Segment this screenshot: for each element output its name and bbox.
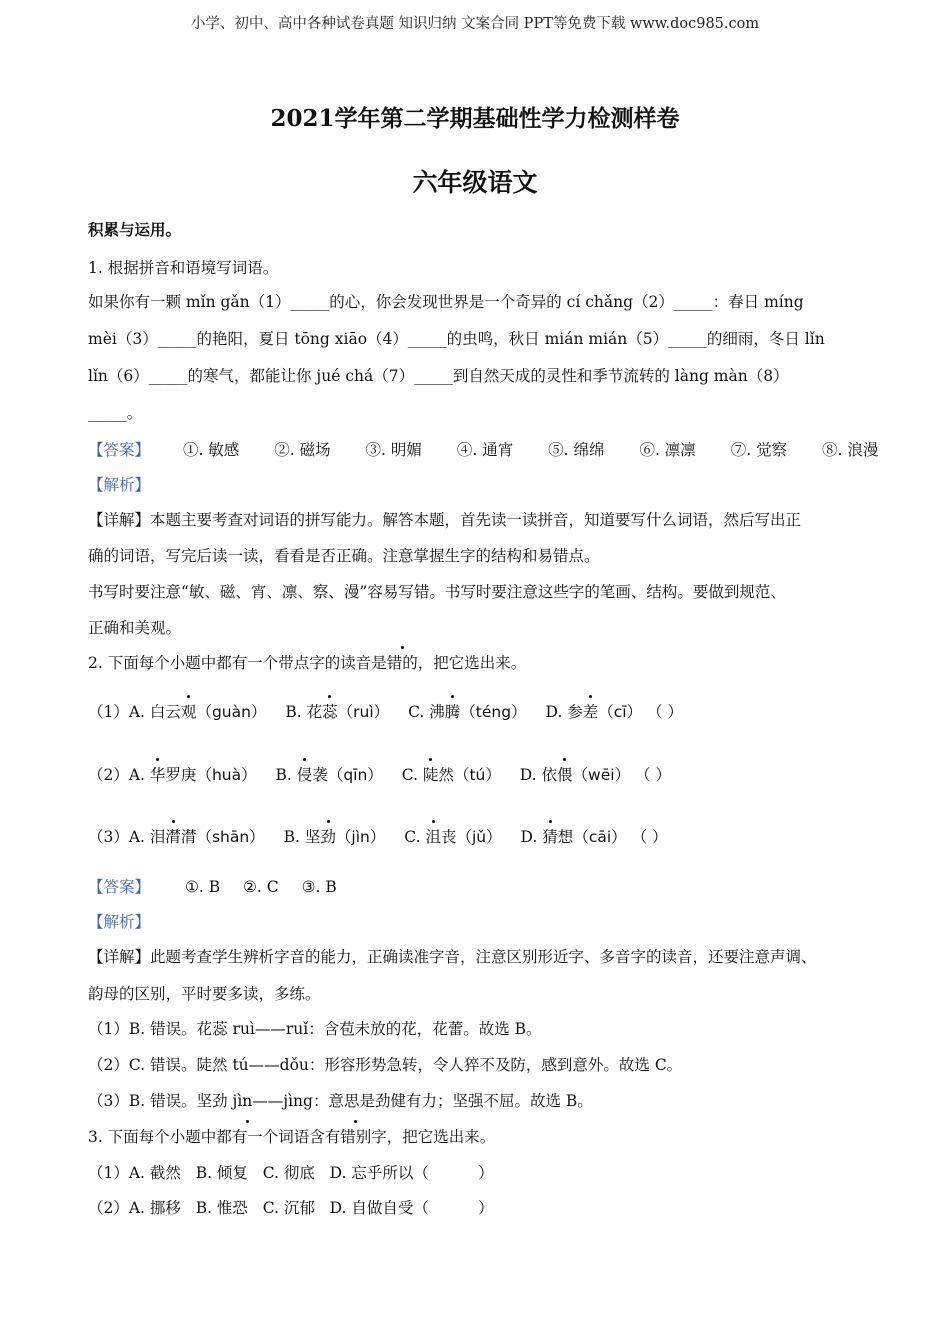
q1-answer-item: ②. 磁场	[274, 441, 331, 459]
q2-2-a-dot: 华	[150, 763, 166, 785]
q2-3-d: D.	[520, 828, 543, 846]
page-header: 小学、初中、高中各种试卷真题 知识归纳 文案合同 PPT等免费下载 www.doc985.com	[190, 16, 760, 32]
q2-2-a-tail: 罗庚	[165, 766, 197, 784]
q2-3-a-py: （shān）	[196, 828, 265, 846]
q3-item-2: （2）A. 挪移 B. 惟恐 C. 沉郁 D. 自做自受（ ）	[88, 1199, 494, 1217]
q2-detail-1: 【详解】此题考查学生辨析字音的能力，正确读准字音，注意区别形近字、多音字的读音，还要注意声调、	[88, 948, 817, 966]
q3-stem-dotted-1: 都有一个	[216, 1125, 278, 1147]
q2-1-c: C. 沸	[408, 703, 445, 721]
q2-2-b-py: （qīn）	[327, 766, 383, 784]
q1-stem: 1. 根据拼音和语境写词语。	[88, 259, 279, 277]
q3-stem-pre: 3. 下面每个小题中	[88, 1128, 217, 1146]
q2-2-d: D. 依	[519, 766, 558, 784]
q2-3-a-tail: 潸	[180, 828, 197, 846]
q1-detail-3: 书写时要注意“敏、磁、宵、凛、察、漫”容易写错。书写时要注意这些字的笔画、结构。要做到规范、	[88, 583, 786, 601]
q1-detail-4: 正确和美观。	[88, 619, 182, 637]
q2-2-c-py: （tú）	[453, 766, 501, 784]
q2-3-b: B. 坚	[283, 828, 321, 846]
q2-detail-2: 韵母的区别，平时要多读，多练。	[88, 985, 321, 1003]
q2-stem-pre: 2. 下面每个小题中都有一个带点字的读音是	[88, 654, 387, 672]
q3-stem-dotted-2: 错别	[340, 1125, 371, 1147]
q2-2-c: C.	[401, 766, 423, 784]
q1-detail-1: 【详解】本题主要考查对词语的拼写能力。解答本题，首先读一读拼音，知道要写什么词语，然后写出正	[88, 511, 802, 529]
q2-answer-label: 【答案】	[88, 878, 151, 896]
q2-detail-5: （3）B. 错误。坚劲 jìn——jìng：意思是劲健有力；坚强不屈。故选 B。	[88, 1092, 593, 1110]
document-title: 2021学年第二学期基础性学力检测样卷	[270, 105, 680, 132]
q2-2-b-tail: 袭	[312, 766, 328, 784]
q2-3-d-dot: 猜	[542, 825, 558, 847]
q2-2-b: B.	[275, 766, 297, 784]
q2-detail-3: （1）B. 错误。花蕊 ruì——ruǐ：含苞未放的花，花蕾。故选 B。	[88, 1020, 542, 1038]
q2-1-blank: （ ）	[647, 703, 683, 721]
document-subtitle: 六年级语文	[412, 168, 538, 197]
q2-stem-dotted: 错的	[387, 651, 418, 673]
q2-item-1	[88, 700, 683, 722]
q2-3-blank: （ ）	[631, 828, 668, 846]
q2-stem	[88, 651, 526, 673]
q1-answer-item: ⑦. 觉察	[730, 441, 788, 459]
q2-1-b-dot: 蕊	[322, 700, 338, 722]
q2-1-c-dot: 腾	[445, 700, 461, 722]
q2-1-a-py: （guàn）	[196, 703, 267, 721]
q1-answer-label: 【答案】	[88, 441, 151, 459]
q2-3-c: C.	[404, 828, 426, 846]
q2-1-a: （1）A. 白云	[88, 703, 181, 721]
q1-answer-item: ⑤. 绵绵	[548, 441, 605, 459]
q1-detail-2: 确的词语，写完后读一读，看看是否正确。注意掌握生字的结构和易错点。	[88, 547, 600, 565]
q2-answer-item: ①. B	[184, 878, 221, 896]
q2-item-3	[88, 825, 668, 847]
q2-item-2	[88, 763, 671, 785]
q1-answer-item: ④. 通宵	[456, 441, 514, 459]
q2-3-c-py: （jǔ）	[456, 828, 502, 846]
q2-2-c-dot: 陡	[423, 763, 439, 785]
q1-answer-row	[88, 438, 878, 460]
q1-answer-item: ①. 敏感	[182, 441, 240, 459]
q2-2-d-dot: 偎	[557, 763, 573, 785]
q3-stem	[88, 1125, 495, 1147]
q1-answer-item: ③. 明媚	[365, 441, 422, 459]
q1-line-3: lǐn（6）_____的寒气，都能让你 jué chá（7）_____到自然天成的灵性和季节流转的 làng màn（8）	[88, 367, 789, 385]
q1-line-2: mèi（3）_____的艳阳，夏日 tōng xiāo（4）_____的虫鸣，秋日 mián mián（5）_____的细雨，冬日 lǐn	[88, 330, 825, 348]
q2-1-d: D. 参	[545, 703, 583, 721]
q2-3-b-py: （jìn）	[335, 828, 386, 846]
q2-2-c-tail: 然	[438, 766, 454, 784]
q2-1-d-py: （cī）	[598, 703, 643, 721]
q2-2-b-dot: 侵	[297, 763, 313, 785]
q3-stem-post: 字，把它选出来。	[371, 1128, 496, 1146]
q2-3-d-py: （cāi）	[573, 828, 627, 846]
q2-stem-post: ，把它选出来。	[417, 654, 527, 672]
q2-1-c-py: （téng）	[460, 703, 527, 721]
q3-item-1: （1）A. 截然 B. 倾复 C. 彻底 D. 忘乎所以（ ）	[88, 1164, 494, 1182]
q2-analysis-label: 【解析】	[88, 913, 151, 931]
q2-1-b-py: （ruì）	[337, 703, 390, 721]
q2-3-d-tail: 想	[557, 828, 574, 846]
q1-answer-item: ⑥. 凛凛	[639, 441, 696, 459]
q2-1-d-dot: 差	[583, 700, 599, 722]
q2-1-a-dot: 观	[181, 700, 197, 722]
q2-2-a: （2）A.	[88, 766, 150, 784]
q3-stem-mid: 词语含有	[278, 1128, 341, 1146]
q1-line-1: 如果你有一颗 mǐn gǎn（1）_____的心，你会发现世界是一个奇异的 cí chǎng（2）_____：春日 míng	[88, 293, 804, 311]
q1-answer-item: ⑧. 浪漫	[822, 441, 879, 459]
q2-answer-item: ③. B	[301, 878, 337, 896]
q1-line-4: _____。	[88, 404, 143, 422]
q2-3-a: （3）A. 泪	[88, 828, 166, 846]
q2-2-a-py: （huà）	[196, 766, 257, 784]
q2-2-blank: （ ）	[635, 766, 671, 784]
q1-analysis-label: 【解析】	[88, 476, 151, 494]
q2-answer-item: ②. C	[243, 878, 279, 896]
q2-3-a-dot: 潸	[165, 825, 181, 847]
q2-detail-4: （2）C. 错误。陡然 tú——dǒu：形容形势急转，令人猝不及防，感到意外。故选 C。	[88, 1056, 683, 1074]
q2-1-b: B. 花	[285, 703, 323, 721]
q2-3-c-tail: 丧	[440, 828, 457, 846]
q2-answer-row	[88, 875, 337, 897]
q2-2-d-py: （wēi）	[572, 766, 631, 784]
section-heading: 积累与运用。	[88, 220, 182, 239]
q2-3-b-dot: 劲	[320, 825, 336, 847]
q2-3-c-dot: 沮	[425, 825, 441, 847]
